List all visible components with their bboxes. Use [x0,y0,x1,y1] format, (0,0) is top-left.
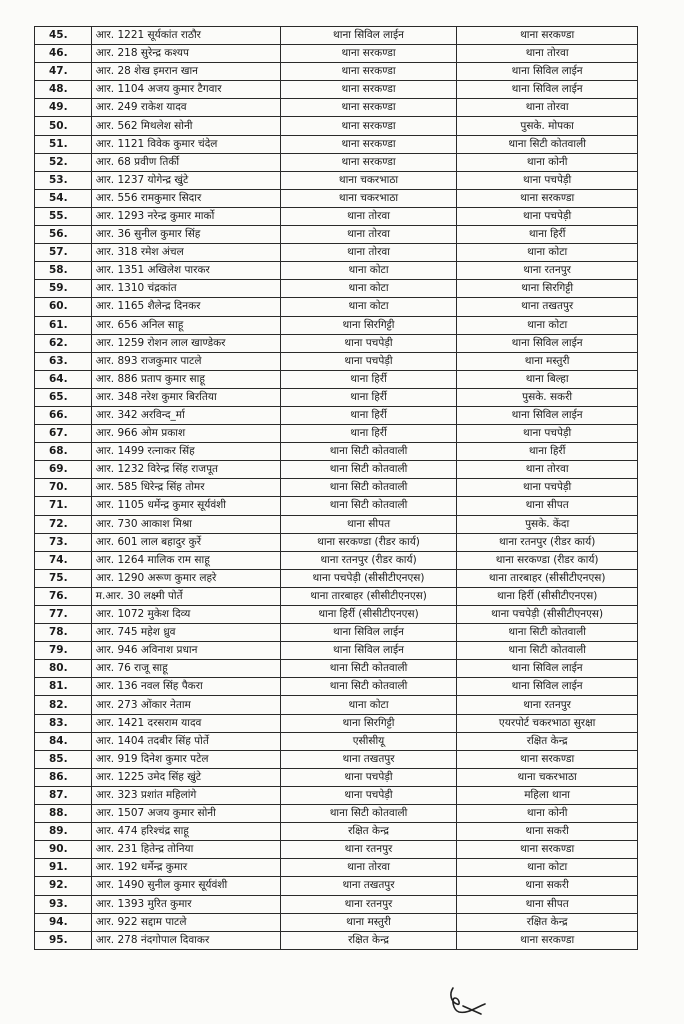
row-number: 74. [35,551,92,569]
to-station: थाना बिल्हा [457,370,638,388]
row-number: 84. [35,732,92,750]
employee-name: आर. 323 प्रशांत महिलांगे [91,786,280,804]
table-row [35,370,638,388]
to-station: थाना चकरभाठा [457,768,638,786]
from-station: थाना सिटी कोतवाली [280,660,457,678]
from-station: रक्षित केन्द्र [280,931,457,949]
row-number: 55. [35,207,92,225]
employee-name: आर. 231 हितेन्द्र तोनिया [91,841,280,859]
to-station: थाना कोटा [457,316,638,334]
employee-name: आर. 474 हरिश्चंद्र साहू [91,823,280,841]
row-number: 67. [35,425,92,443]
to-station: थाना कोनी [457,805,638,823]
table-row [35,298,638,316]
to-station: थाना सिविल लाईन [457,660,638,678]
employee-name: आर. 1351 अखिलेश पारकर [91,262,280,280]
employee-name: आर. 249 राकेश यादव [91,99,280,117]
to-station: महिला थाना [457,786,638,804]
employee-name: आर. 273 ओंकार नेताम [91,696,280,714]
table-row [35,515,638,533]
from-station: थाना सरकण्डा [280,45,457,63]
row-number: 87. [35,786,92,804]
row-number: 59. [35,280,92,298]
table-row [35,226,638,244]
row-number: 85. [35,750,92,768]
table-row [35,244,638,262]
table-row [35,135,638,153]
from-station: थाना सिविल लाईन [280,27,457,45]
row-number: 48. [35,81,92,99]
row-number: 62. [35,334,92,352]
table-row [35,171,638,189]
to-station: थाना सरकण्डा (रीडर कार्य) [457,551,638,569]
table-row [35,551,638,569]
employee-name: आर. 585 धिरेन्द्र सिंह तोमर [91,479,280,497]
employee-name: आर. 136 नवल सिंह पैकरा [91,678,280,696]
table-row [35,461,638,479]
table-row [35,81,638,99]
employee-name: आर. 36 सुनील कुमार सिंह [91,226,280,244]
to-station: पुसके. सकरी [457,388,638,406]
from-station: थाना तारबाहर (सीसीटीएनएस) [280,587,457,605]
from-station: थाना सिटी कोतवाली [280,497,457,515]
row-number: 49. [35,99,92,117]
employee-name: आर. 966 ओम प्रकाश [91,425,280,443]
from-station: थाना सिटी कोतवाली [280,479,457,497]
to-station: थाना तखतपुर [457,298,638,316]
from-station: थाना सिटी कोतवाली [280,443,457,461]
to-station: थाना रतनपुर (रीडर कार्य) [457,533,638,551]
table-row [35,732,638,750]
table-row [35,587,638,605]
to-station: थाना रतनपुर [457,262,638,280]
table-row [35,280,638,298]
employee-name: आर. 556 रामकुमार सिदार [91,189,280,207]
employee-name: आर. 218 सुरेन्द्र कश्यप [91,45,280,63]
employee-name: आर. 1221 सूर्यकांत राठौर [91,27,280,45]
from-station: थाना कोटा [280,262,457,280]
table-row [35,334,638,352]
table-row [35,660,638,678]
to-station: थाना सिटी कोतवाली [457,624,638,642]
table-row [35,642,638,660]
from-station: थाना तोरवा [280,859,457,877]
from-station: थाना हिर्री [280,370,457,388]
signature-mark [445,984,495,1018]
row-number: 88. [35,805,92,823]
row-number: 51. [35,135,92,153]
table-row [35,425,638,443]
transfer-table-body [35,27,638,950]
employee-name: आर. 1499 रत्नाकर सिंह [91,443,280,461]
employee-name: आर. 192 धर्मेन्द्र कुमार [91,859,280,877]
to-station: थाना सिटी कोतवाली [457,135,638,153]
from-station: थाना तोरवा [280,207,457,225]
table-row [35,913,638,931]
from-station: थाना पचपेड़ी (सीसीटीएनएस) [280,569,457,587]
employee-name: आर. 1310 चंद्रकांत [91,280,280,298]
row-number: 75. [35,569,92,587]
table-row [35,714,638,732]
employee-name: आर. 68 प्रवीण तिर्की [91,153,280,171]
employee-name: आर. 893 राजकुमार पाटले [91,352,280,370]
employee-name: आर. 1232 विरेन्द्र सिंह राजपूत [91,461,280,479]
employee-name: आर. 1072 मुकेश दिव्य [91,606,280,624]
from-station: थाना हिर्री (सीसीटीएनएस) [280,606,457,624]
table-row [35,388,638,406]
row-number: 78. [35,624,92,642]
employee-name: आर. 946 अविनाश प्रधान [91,642,280,660]
from-station: थाना सरकण्डा [280,153,457,171]
table-row [35,768,638,786]
employee-name: आर. 730 आकाश मिश्रा [91,515,280,533]
table-row [35,479,638,497]
to-station: थाना पचपेड़ी (सीसीटीएनएस) [457,606,638,624]
table-row [35,443,638,461]
table-row [35,207,638,225]
row-number: 95. [35,931,92,949]
to-station: थाना तोरवा [457,99,638,117]
row-number: 91. [35,859,92,877]
row-number: 47. [35,63,92,81]
employee-name: आर. 1121 विवेक कुमार चंदेल [91,135,280,153]
employee-name: आर. 1507 अजय कुमार सोनी [91,805,280,823]
table-row [35,189,638,207]
employee-name: आर. 1393 मुरित कुमार [91,895,280,913]
table-row [35,696,638,714]
from-station: थाना सरकण्डा [280,63,457,81]
from-station: थाना सिटी कोतवाली [280,678,457,696]
employee-name: आर. 922 सद्दाम पाटले [91,913,280,931]
from-station: थाना तखतपुर [280,877,457,895]
from-station: थाना कोटा [280,280,457,298]
from-station: एसीसीयू [280,732,457,750]
employee-name: आर. 1490 सुनील कुमार सूर्यवंशी [91,877,280,895]
to-station: थाना सरकण्डा [457,931,638,949]
table-row [35,786,638,804]
table-row [35,352,638,370]
row-number: 64. [35,370,92,388]
from-station: थाना सिटी कोतवाली [280,805,457,823]
table-row [35,895,638,913]
from-station: रक्षित केन्द्र [280,823,457,841]
from-station: थाना तोरवा [280,226,457,244]
from-station: थाना सरकण्डा [280,135,457,153]
employee-name: आर. 1165 शैलेन्द्र दिनकर [91,298,280,316]
table-row [35,931,638,949]
row-number: 82. [35,696,92,714]
to-station: थाना हिर्री [457,226,638,244]
row-number: 65. [35,388,92,406]
from-station: थाना सिटी कोतवाली [280,461,457,479]
from-station: थाना हिर्री [280,406,457,424]
row-number: 94. [35,913,92,931]
employee-name: आर. 342 अरविन्द_र्मा [91,406,280,424]
row-number: 76. [35,587,92,605]
to-station: थाना सिविल लाईन [457,678,638,696]
from-station: थाना तखतपुर [280,750,457,768]
table-row [35,624,638,642]
table-row [35,877,638,895]
table-row [35,805,638,823]
table-row [35,533,638,551]
to-station: थाना सरकण्डा [457,750,638,768]
row-number: 72. [35,515,92,533]
employee-name: आर. 656 अनिल साहू [91,316,280,334]
from-station: थाना सरकण्डा [280,81,457,99]
from-station: थाना पचपेड़ी [280,786,457,804]
table-row [35,153,638,171]
employee-name: आर. 1264 मालिक राम साहू [91,551,280,569]
to-station: थाना हिर्री [457,443,638,461]
to-station: थाना मस्तुरी [457,352,638,370]
from-station: थाना पचपेड़ी [280,352,457,370]
to-station: एयरपोर्ट चकरभाठा सुरक्षा [457,714,638,732]
table-row [35,606,638,624]
to-station: थाना तोरवा [457,45,638,63]
to-station: थाना सरकण्डा [457,27,638,45]
from-station: थाना सिविल लाईन [280,624,457,642]
row-number: 57. [35,244,92,262]
row-number: 70. [35,479,92,497]
from-station: थाना पचपेड़ी [280,334,457,352]
row-number: 81. [35,678,92,696]
row-number: 77. [35,606,92,624]
employee-name: आर. 1104 अजय कुमार टैगवार [91,81,280,99]
row-number: 45. [35,27,92,45]
employee-name: आर. 1105 धर्मेन्द्र कुमार सूर्यवंशी [91,497,280,515]
employee-name: आर. 745 महेश ध्रुव [91,624,280,642]
row-number: 73. [35,533,92,551]
to-station: थाना कोटा [457,859,638,877]
row-number: 54. [35,189,92,207]
to-station: पुसके. मोपका [457,117,638,135]
to-station: थाना सिविल लाईन [457,81,638,99]
employee-name: आर. 1421 दरसराम यादव [91,714,280,732]
table-row [35,678,638,696]
employee-name: आर. 318 रमेश अंचल [91,244,280,262]
table-row [35,406,638,424]
to-station: थाना कोटा [457,244,638,262]
from-station: थाना रतनपुर (रीडर कार्य) [280,551,457,569]
from-station: थाना सीपत [280,515,457,533]
from-station: थाना सिरगिट्टी [280,316,457,334]
to-station: थाना कोनी [457,153,638,171]
from-station: थाना सरकण्डा [280,99,457,117]
from-station: थाना पचपेड़ी [280,768,457,786]
row-number: 93. [35,895,92,913]
to-station: थाना सरकण्डा [457,189,638,207]
to-station: थाना तोरवा [457,461,638,479]
row-number: 58. [35,262,92,280]
from-station: थाना रतनपुर [280,895,457,913]
to-station: थाना सिविल लाईन [457,334,638,352]
to-station: थाना रतनपुर [457,696,638,714]
employee-name: आर. 348 नरेश कुमार बिरतिया [91,388,280,406]
to-station: पुसके. केंदा [457,515,638,533]
table-row [35,45,638,63]
table-row [35,497,638,515]
row-number: 56. [35,226,92,244]
row-number: 90. [35,841,92,859]
row-number: 83. [35,714,92,732]
table-row [35,262,638,280]
from-station: थाना सिविल लाईन [280,642,457,660]
to-station: थाना सिरगिट्टी [457,280,638,298]
table-row [35,569,638,587]
to-station: थाना पचपेड़ी [457,207,638,225]
employee-name: आर. 278 नंदगोपाल दिवाकर [91,931,280,949]
table-row [35,823,638,841]
from-station: थाना हिर्री [280,425,457,443]
to-station: थाना सकरी [457,823,638,841]
to-station: थाना पचपेड़ी [457,171,638,189]
row-number: 61. [35,316,92,334]
row-number: 86. [35,768,92,786]
to-station: थाना पचपेड़ी [457,479,638,497]
row-number: 69. [35,461,92,479]
row-number: 71. [35,497,92,515]
employee-name: म.आर. 30 लक्ष्मी पोर्ते [91,587,280,605]
employee-name: आर. 28 शेख इमरान खान [91,63,280,81]
from-station: थाना सरकण्डा (रीडर कार्य) [280,533,457,551]
from-station: थाना चकरभाठा [280,171,457,189]
to-station: थाना सकरी [457,877,638,895]
row-number: 60. [35,298,92,316]
row-number: 63. [35,352,92,370]
employee-name: आर. 919 दिनेश कुमार पटेल [91,750,280,768]
row-number: 89. [35,823,92,841]
table-row [35,27,638,45]
row-number: 92. [35,877,92,895]
row-number: 79. [35,642,92,660]
table-row [35,99,638,117]
employee-name: आर. 1259 रोशन लाल खाण्डेकर [91,334,280,352]
employee-name: आर. 1225 उमेद सिंह खुंटे [91,768,280,786]
to-station: थाना सीपत [457,895,638,913]
row-number: 46. [35,45,92,63]
to-station: थाना सरकण्डा [457,841,638,859]
to-station: थाना तारबाहर (सीसीटीएनएस) [457,569,638,587]
row-number: 66. [35,406,92,424]
employee-name: आर. 1293 नरेन्द्र कुमार मार्को [91,207,280,225]
transfer-table [34,26,638,950]
employee-name: आर. 1404 तदबीर सिंह पोर्ते [91,732,280,750]
from-station: थाना सिरगिट्टी [280,714,457,732]
from-station: थाना कोटा [280,696,457,714]
table-row [35,117,638,135]
to-station: रक्षित केन्द्र [457,913,638,931]
from-station: थाना मस्तुरी [280,913,457,931]
employee-name: आर. 562 मिथलेश सोनी [91,117,280,135]
to-station: थाना हिर्री (सीसीटीएनएस) [457,587,638,605]
row-number: 68. [35,443,92,461]
from-station: थाना कोटा [280,298,457,316]
table-row [35,750,638,768]
row-number: 53. [35,171,92,189]
employee-name: आर. 1237 योगेन्द्र खुंटे [91,171,280,189]
from-station: थाना सरकण्डा [280,117,457,135]
to-station: थाना सिविल लाईन [457,63,638,81]
to-station: थाना सिटी कोतवाली [457,642,638,660]
table-row [35,63,638,81]
table-row [35,841,638,859]
from-station: थाना हिर्री [280,388,457,406]
employee-name: आर. 1290 अरूण कुमार लहरे [91,569,280,587]
to-station: थाना सीपत [457,497,638,515]
from-station: थाना चकरभाठा [280,189,457,207]
from-station: थाना रतनपुर [280,841,457,859]
to-station: रक्षित केन्द्र [457,732,638,750]
employee-name: आर. 76 राजू साहू [91,660,280,678]
row-number: 52. [35,153,92,171]
to-station: थाना पचपेड़ी [457,425,638,443]
employee-name: आर. 601 लाल बहादुर कुर्रे [91,533,280,551]
table-row [35,316,638,334]
table-row [35,859,638,877]
to-station: थाना सिविल लाईन [457,406,638,424]
from-station: थाना तोरवा [280,244,457,262]
row-number: 50. [35,117,92,135]
employee-name: आर. 886 प्रताप कुमार साहू [91,370,280,388]
row-number: 80. [35,660,92,678]
